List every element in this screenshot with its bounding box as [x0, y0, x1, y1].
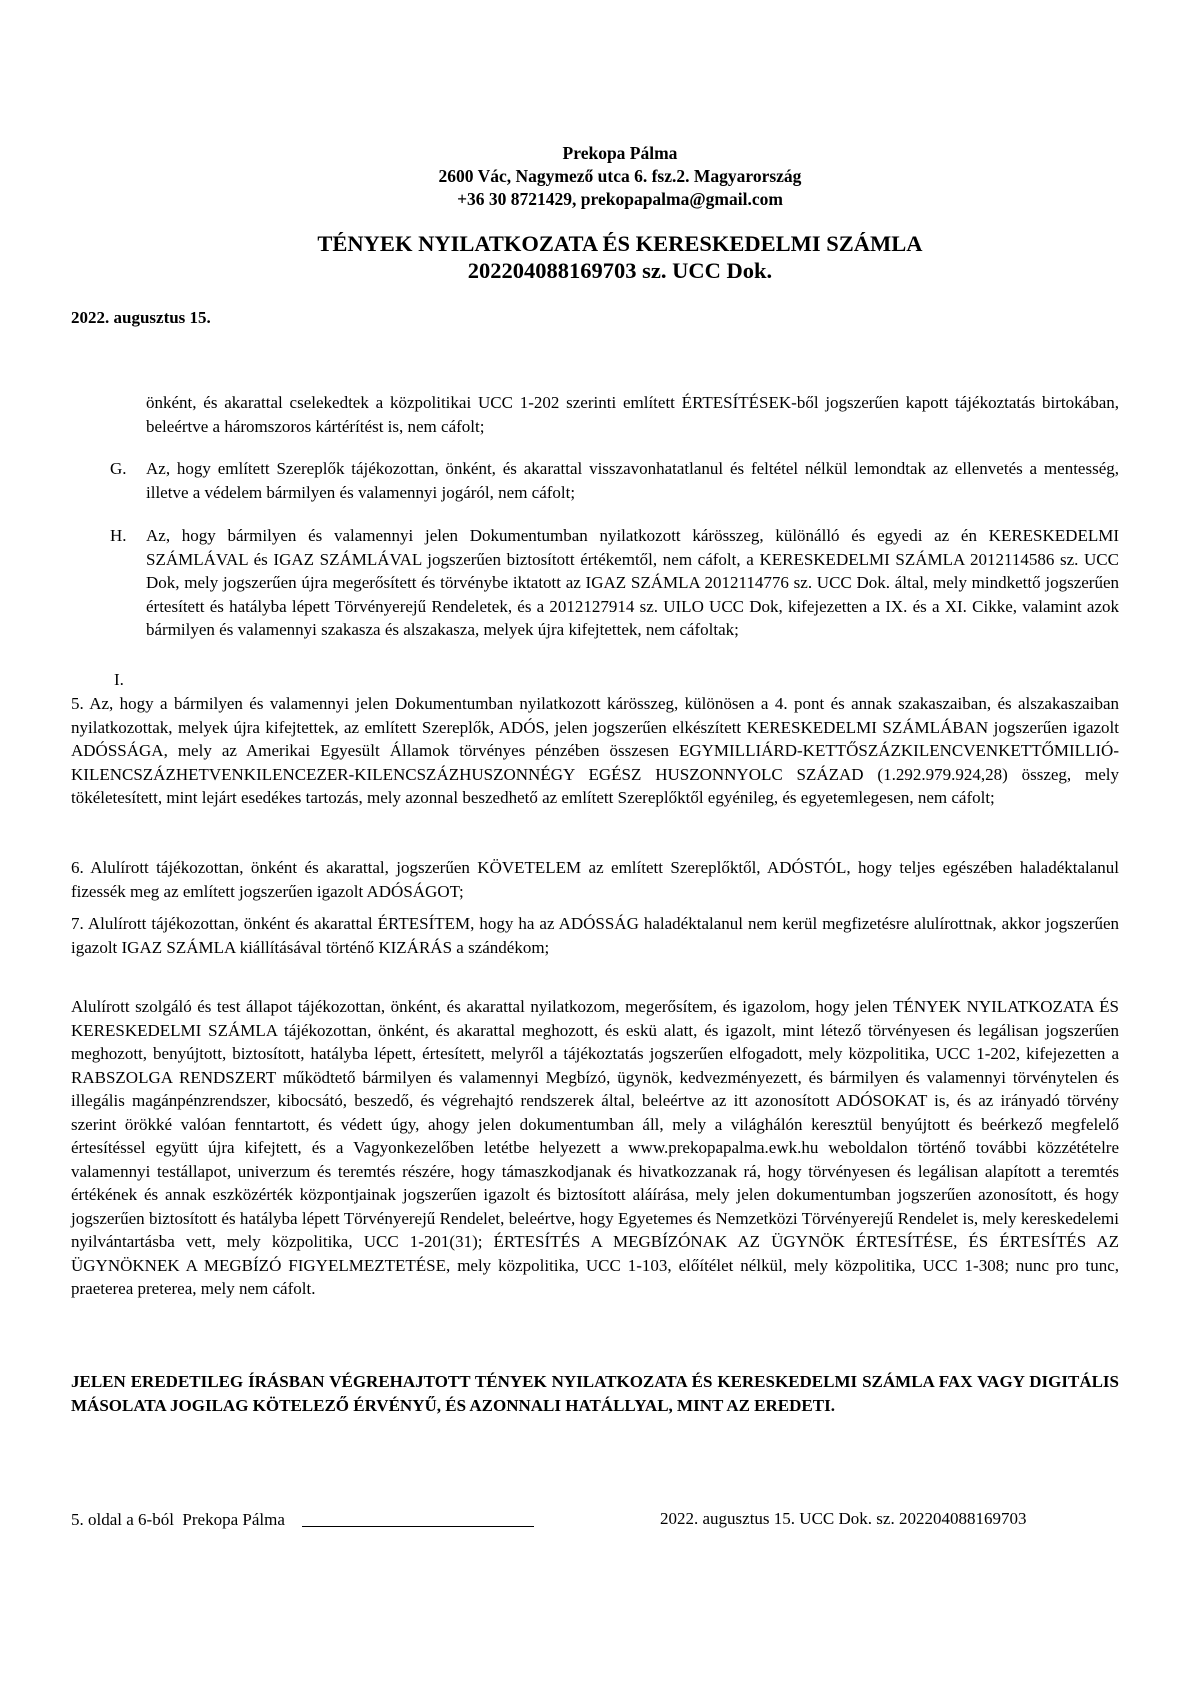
- item-marker-h: H.: [110, 526, 127, 545]
- footer-left: [71, 1508, 534, 1531]
- point-5-paragraph: 5. Az, hogy a bármilyen és valamennyi jelen Dokumentumban nyilatkozott kárösszeg, különösen a 4. pont és annak szakaszaiban, és alszakaszaiban nyilatkozottak, melyek újra kifejtettek, az említett Szereplők, ADÓS, jelen jogszerűen elkészített KERESKEDELMI SZÁMLÁBAN jogszerűen igazolt ADÓSSÁGA, mely az Amerikai Egyesült Államok törvényes pénzében összesen EGYMILLIÁRD-KETTŐSZÁZKILENCVENKETTŐMILLIÓ-KILENCSZÁZHETVENKILENCEZER-KILENCSZÁZHUSZONNÉGY EGÉSZ HUSZONNYOLC SZÁZAD (1.292.979.924,28) összeg, mely tökéletesített, mint lejárt esedékes tartozás, mely azonnal beszedhető az említett Szereplőktől egyénileg, és egyetemlegesen, nem cáfolt;: [71, 694, 1119, 807]
- item-h-text: Az, hogy bármilyen és valamennyi jelen Dokumentumban nyilatkozott kárösszeg, különálló és egyedi az én KERESKEDELMI SZÁMLÁVAL és IGAZ SZÁMLÁVAL jogszerűen biztosított értékemtől, nem cáfolt, a KERESKEDELMI SZÁMLA 2012114586 sz. UCC Dok, mely jogszerűen újra megerősített és törvénybe iktatott az IGAZ SZÁMLA 2012114776 sz. UCC Dok. által, mely mindkettő jogszerűen értesített és hatályba lépett Törvényerejű Rendeletek, és a 2012127914 sz. UILO UCC Dok, kifejezetten a IX. és a XI. Cikke, valamint azok bármilyen és valamennyi szakasza és alszakasza, melyek újra kifejtettek, nem cáfoltak;: [146, 526, 1119, 639]
- signature-line: [302, 1508, 534, 1527]
- continuation-paragraph: önként, és akarattal cselekedtek a közpolitikai UCC 1-202 szerinti említett ÉRTESÍTÉSEK-ből jogszerűen kapott tájékoztatás birtokában, beleértve a háromszoros kártérítést is, nem cáfolt;: [146, 393, 1119, 436]
- item-marker-i: I.: [114, 670, 124, 689]
- footer-doc-ref: 2022. augusztus 15. UCC Dok. sz. 202204088169703: [660, 1509, 1027, 1528]
- point-7-paragraph: 7. Alulírott tájékozottan, önként és akarattal ÉRTESÍTEM, hogy ha az ADÓSSÁG haladéktalanul nem kerül megfizetésre alulírottnak, akkor jogszerűen igazolt IGAZ SZÁMLA kiállításával történő KIZÁRÁS a szándékom;: [71, 914, 1119, 957]
- closing-statement: JELEN EREDETILEG ÍRÁSBAN VÉGREHAJTOTT TÉNYEK NYILATKOZATA ÉS KERESKEDELMI SZÁMLA FAX VAGY DIGITÁLIS MÁSOLATA JOGILAG KÖTELEZŐ ÉRVÉNYŰ, ÉS AZONNALI HATÁLLYAL, MINT AZ EREDETI.: [71, 1372, 1119, 1415]
- title-line-2: 202204088169703 sz. UCC Dok.: [467, 258, 773, 283]
- item-g-text: Az, hogy említett Szereplők tájékozottan, önként, és akarattal visszavonhatatlanul és feltétel nélkül lemondtak az ellenvetés a mentesség, illetve a védelem bármilyen és valamennyi jogáról, nem cáfolt;: [146, 459, 1119, 502]
- sender-header: [270, 142, 970, 211]
- title-line-1: TÉNYEK NYILATKOZATA ÉS KERESKEDELMI SZÁMLA: [317, 231, 923, 256]
- footer-page-info: 5. oldal a 6-ból Prekopa Pálma: [71, 1510, 285, 1529]
- sender-address: 2600 Vác, Nagymező utca 6. fsz.2. Magyarország: [438, 166, 802, 186]
- document-title: [270, 230, 970, 284]
- point-6-paragraph: 6. Alulírott tájékozottan, önként és akarattal, jogszerűen KÖVETELEM az említett Szereplőktől, ADÓSTÓL, hogy teljes egészében haladéktalanul fizessék meg az említett jogszerűen igazolt ADÓSÁGOT;: [71, 858, 1119, 901]
- document-date: 2022. augusztus 15.: [71, 308, 211, 327]
- sender-contact: +36 30 8721429, prekopapalma@gmail.com: [457, 189, 783, 209]
- item-marker-g: G.: [110, 459, 127, 478]
- declaration-paragraph: Alulírott szolgáló és test állapot tájékozottan, önként, és akarattal nyilatkozom, megerősítem, és igazolom, hogy jelen TÉNYEK NYILATKOZATA ÉS KERESKEDELMI SZÁMLA tájékozottan, önként, és akarattal meghozott, és eskü alatt, és igazolt, mint létező törvényesen és legálisan jogszerűen meghozott, benyújtott, biztosított, hatályba lépett, értesített, melyről a tájékoztatás jogszerűen elfogadott, mely közpolitika, UCC 1-202, kifejezetten a RABSZOLGA RENDSZERT működtető bármilyen és valamennyi Megbízó, ügynök, kedvezményezett, és bármilyen és valamennyi törvénytelen és illegális magánpénzrendszer, kibocsátó, beszedő, és végrehajtó rendszerek által, beleértve az itt azonosított ADÓSOKAT is, és az irányadó törvény szerint örökké valóan fenntartott, és védett úgy, ahogy jelen dokumentumban áll, mely a világhálón keresztül benyújtott és beérkező megfelelő értesítéssel együtt újra kifejtett, és a Vagyonkezelőben letétbe helyezett a www.prekopapalma.ewk.hu weboldalon történő további közzétételre valamennyi testállapot, univerzum és teremtés részére, hogy támaszkodjanak és hivatkozzanak rá, hogy törvényesen és legálisan alapított a teremtés értékének és annak eszközérték központjainak jogszerűen igazolt és biztosított aláírása, mely jelen dokumentumban jogszerűen azonosított, és hogy jogszerűen biztosított és hatályba lépett Törvényerejű Rendelet, beleértve, hogy Egyetemes és Nemzetközi Törvényerejű Rendelet is, mely kereskedelemi nyilvántartásba vett, mely közpolitika, UCC 1-201(31); ÉRTESÍTÉS A MEGBÍZÓNAK AZ ÜGYNÖK ÉRTESÍTÉSE, ÉS ÉRTESÍTÉS AZ ÜGYNÖKNEK A MEGBÍZÓ FIGYELMEZTETÉSE, mely közpolitika, UCC 1-103, előítélet nélkül, mely közpolitika, UCC 1-308; nunc pro tunc, praeterea preterea, mely nem cáfolt.: [71, 997, 1119, 1298]
- sender-name: Prekopa Pálma: [562, 143, 678, 163]
